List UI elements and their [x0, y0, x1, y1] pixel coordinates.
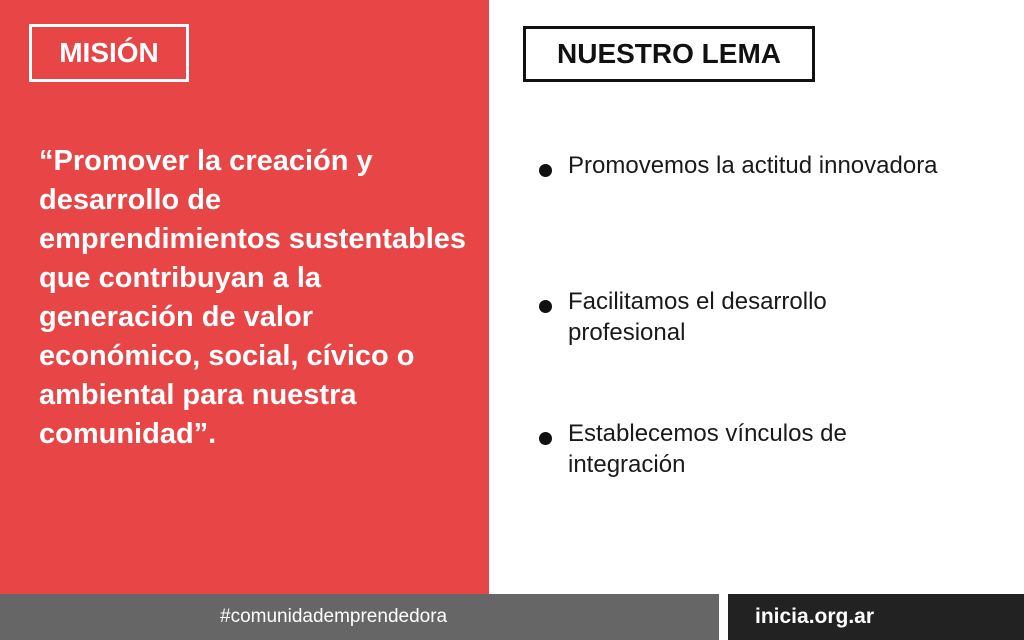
mision-quote: “Promover la creación y desarrollo de emprendimientos sustentables que contribuyan a la generación de valor económico, social, cívico o ambiental para nuestra comunidad”.	[39, 145, 467, 450]
bullet-icon	[539, 164, 552, 177]
footer-site-bar	[728, 594, 1024, 640]
lema-item-text: Facilitamos el desarrollo profesional	[568, 288, 827, 346]
lema-item-text: Promovemos la actitud innovadora	[568, 152, 938, 179]
site-link[interactable]: inicia.org.ar	[755, 605, 875, 628]
footer-hashtag-bar	[0, 594, 719, 640]
lema-panel	[489, 0, 1024, 594]
lema-heading: NUESTRO LEMA	[523, 26, 815, 82]
bullet-icon	[539, 432, 552, 445]
hashtag-text: #comunidademprendedora	[220, 606, 448, 627]
mision-heading: MISIÓN	[29, 24, 189, 82]
mision-panel	[0, 0, 489, 594]
bullet-icon	[539, 300, 552, 313]
lema-item-text: Establecemos vínculos de integración	[568, 420, 847, 478]
